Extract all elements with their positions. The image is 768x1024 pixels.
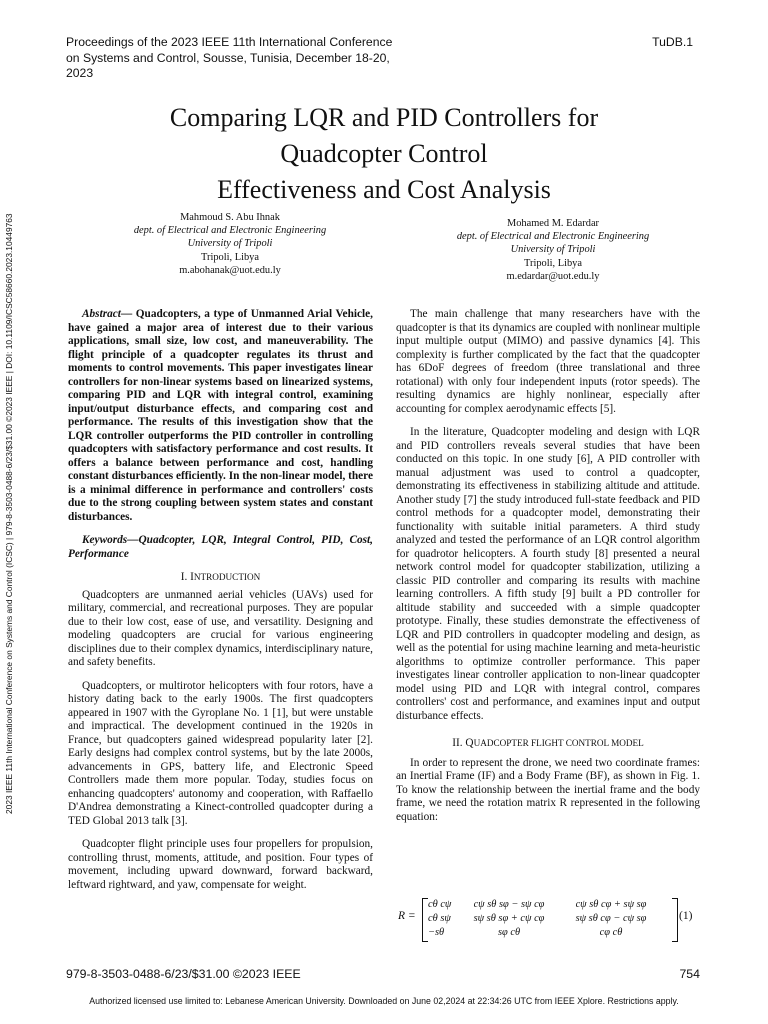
author-dept: dept. of Electrical and Electronic Engineering	[133, 225, 327, 237]
matrix-cell: cθ sψ	[428, 913, 451, 924]
matrix-cell: sφ cθ	[497, 927, 521, 938]
paragraph: Quadcopters are unmanned aerial vehicles (UAVs) used for military, commercial, and recreational purposes. They are popular due to their low cost, ease of use, and versatility. Designing and modeling quadcopters are crucial for various engineering disciplines due to their complex dynamics, interdisciplinary nature, and safety benefits.	[68, 588, 373, 668]
session-code: TuDB.1	[652, 35, 693, 49]
title-line-3: Effectiveness and Cost Analysis	[217, 175, 551, 204]
author-block-2	[428, 217, 678, 283]
author-email[interactable]: m.abohanak@uot.edu.ly	[179, 264, 281, 276]
author-dept: dept. of Electrical and Electronic Engineering	[456, 231, 650, 243]
paragraph: In order to represent the drone, we need two coordinate frames: an Inertial Frame (IF) and a Body Frame (BF), as shown in Fig. 1. To know the relationship between the inertial frame and the body frame, we need the rotation matrix R represented in the following equation:	[396, 756, 700, 823]
left-column	[68, 308, 373, 892]
matrix-cell: cψ sθ sφ − sψ cφ	[473, 899, 545, 910]
author-university: University of Tripoli	[187, 238, 273, 250]
page-number: 754	[679, 967, 700, 981]
keywords-text: —Quadcopter, LQR, Integral Control, PID, Cost, Performance	[68, 534, 373, 560]
author-city: Tripoli, Libya	[201, 251, 259, 263]
author-block-1	[105, 211, 355, 277]
section-heading-introduction: I. INTRODUCTION	[180, 571, 261, 583]
right-bracket	[672, 898, 678, 942]
author-university: University of Tripoli	[510, 244, 596, 256]
keywords	[68, 534, 373, 561]
matrix-row	[428, 926, 672, 940]
authorized-use-notice: Authorized licensed use limited to: Lebanese American University. Downloaded on June 02,2024 at 22:34:26 UTC from IEEE Xplore. Restrictions apply.	[89, 996, 679, 1006]
author-name: Mohamed M. Edardar	[506, 218, 600, 229]
paragraph: The main challenge that many researchers have with the quadcopter is that its dynamics are coupled with nonlinear multiple input multiple output (MIMO) and passive dynamics [4]. This complexity is further complicated by the fact that the quadcopter has 6DoF degrees of freedom (three translational and three rotational) with only four independent inputs (rotor speeds). The resulting dynamics are highly nonlinear, especially after accounting for complex aerodynamic effects [5].	[396, 308, 700, 415]
matrix	[428, 898, 672, 940]
matrix-cell: cθ cψ	[428, 899, 452, 910]
rotation-matrix-equation	[396, 898, 696, 942]
keywords-label: Keywords	[82, 534, 128, 546]
author-email[interactable]: m.edardar@uot.edu.ly	[506, 270, 600, 282]
matrix-cell: cψ sθ cφ + sψ sφ	[575, 899, 647, 910]
matrix-cell: −sθ	[428, 927, 445, 938]
abstract	[68, 308, 373, 524]
paragraph: In the literature, Quadcopter modeling and design with LQR and PID controllers reveals several studies that have been conducted on this topic. In one study [6], A PID controller with manual adjustment was used to control a quadcopter, demonstrating its effectiveness in stabilizing altitude and attitude. Another study [7] the study introduced full-state feedback and PID control methods for a quadcopter model, demonstrating their functionality with suitable initial parameters. A third study analyzed and tested the performance of an LQR control algorithm for quadrotor helicopters. A fourth study [8] presented a neural network control model for quadcopter stabilization, utilizing a classic PID controller and comparing its results with machine learning controllers. A fifth study [9] built a PD controller for altitude stability and succeeded with a simple quadcopter prototype. Finally, these studies demonstrate the effectiveness of LQR and PID controllers in quadcopter modeling and design, as well as the potential for using machine learning and meta-heuristic algorithms to optimize controller performance. This paper investigates linear controller application to non-linear quadcopter model using PID and LQR with integral control, compares controllers' cost and performance, and examines input and output disturbance effects.	[396, 426, 700, 722]
matrix-cell: sψ sθ sφ + cψ cφ	[473, 913, 545, 924]
author-name: Mahmoud S. Abu Ihnak	[180, 212, 280, 223]
doi-side-text: 2023 IEEE 11th International Conference on Systems and Control (ICSC) | 979-8-3503-0488-6/23/$31.00 ©2023 IEEE | DOI: 10.1109/ICSC58660.2023.10449763	[4, 213, 14, 814]
title-line-2: Quadcopter Control	[280, 139, 488, 168]
matrix-cell: sψ sθ cφ − cψ sφ	[575, 913, 647, 924]
paragraph: Quadcopters, or multirotor helicopters with four rotors, have a history dating back to the early 1900s. The first quadcopters appeared in 1907 with the Gyroplane No. 1 [1], but were unstable and impractical. The development continued in the 1920s in France, but quadcopters gained widespread popularity later [2]. Early designs had complex control systems, but by the late 2000s, advancements in GPS, battery life, and Electronic Speed Controllers made them more popular. Today, studies focus on enhancing quadcopters' autonomy and cooperation, with Raffaello D'Andrea demonstrating a Kinect-controlled quadcopter during a TED Global 2013 talk [3].	[68, 679, 373, 827]
matrix-row	[428, 898, 672, 912]
equation-lhs: R =	[398, 910, 416, 922]
right-column	[396, 308, 700, 824]
proceedings-header: Proceedings of the 2023 IEEE 11th International Conference on Systems and Control, Sousse, Tunisia, December 18-20, 2023	[66, 35, 393, 80]
author-city: Tripoli, Libya	[524, 257, 582, 269]
matrix-cell: cφ cθ	[599, 927, 623, 938]
title-line-1: Comparing LQR and PID Controllers for	[169, 103, 599, 132]
footer-isbn: 979-8-3503-0488-6/23/$31.00 ©2023 IEEE	[66, 967, 301, 981]
paragraph: Quadcopter flight principle uses four propellers for propulsion, controlling thrust, moments, attitude, and position. Four types of movement, including upward downward, forward backward, leftward rightward, and yaw, compensate for weight.	[68, 838, 373, 891]
matrix-row	[428, 912, 672, 926]
abstract-text: — Quadcopters, a type of Unmanned Arial Vehicle, have gained a major area of interest due to their various applications, small size, low cost, and maneuverability. The flight principle of a quadcopter regulates its thrust and moments to control movements. This paper investigates linear controllers for non-linear systems based on linearized systems, comparing PID and LQR with integral control, examining input/output disturbance effects, and comparing cost and performance. The results of this investigation show that the LQR controller outperforms the PID controller in controlling quadcopters with satisfactory performance and cost results. It offers a balance between performance and cost, handling constant disturbances efficiently. In the non-linear model, there is a minimal difference in performance and controllers' costs due to the strong coupling between system states and constant disturbances.	[68, 308, 373, 523]
section-heading-flight-control: II. QUADCOPTER FLIGHT CONTROL MODEL	[452, 737, 644, 749]
abstract-label: Abstract	[82, 308, 121, 320]
paper-title	[0, 100, 768, 208]
equation-number: (1)	[679, 910, 693, 922]
